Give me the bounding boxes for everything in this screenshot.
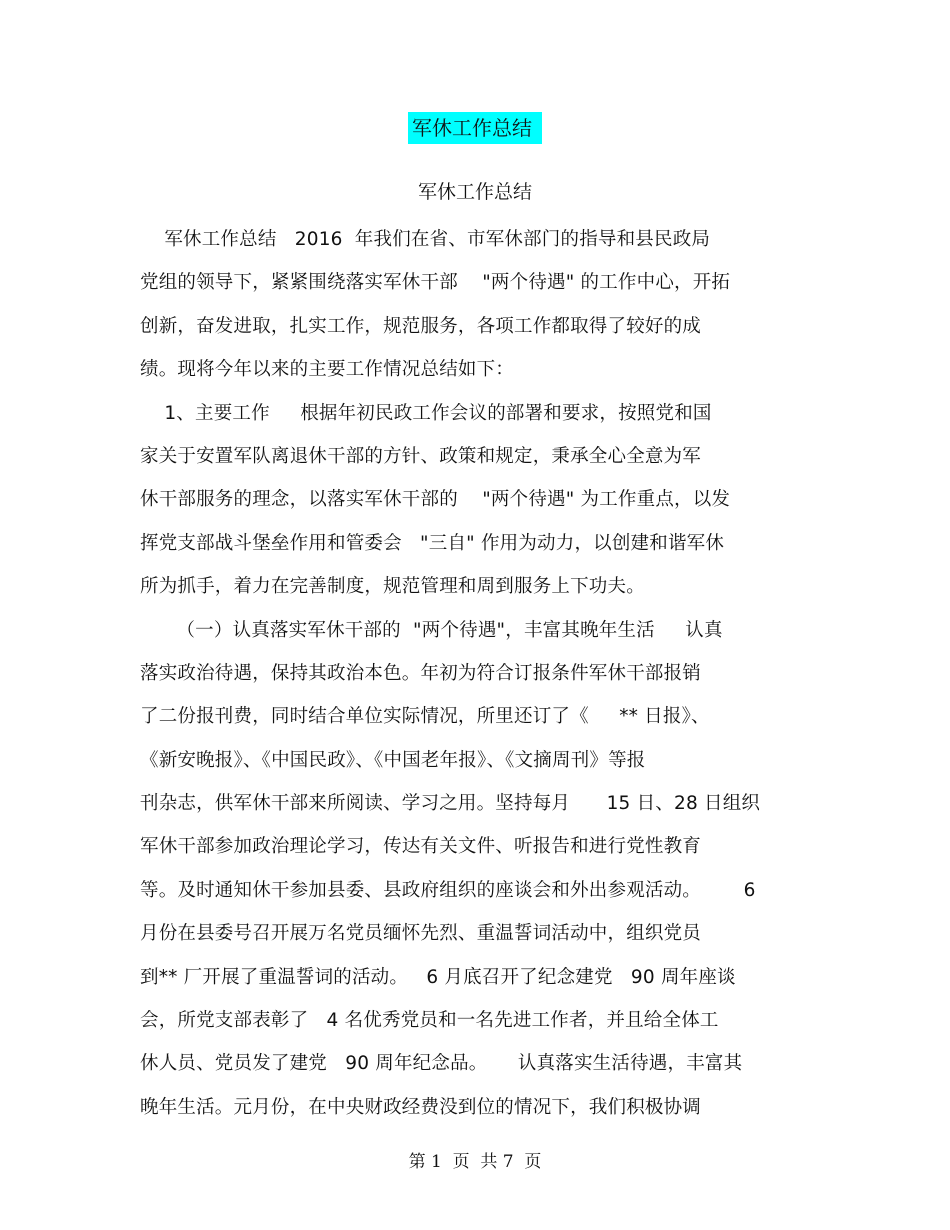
body-line: 家关于安置军队离退休干部的方针、政策和规定，秉承全心全意为军: [140, 445, 702, 467]
body-line: 挥党支部战斗堡垒作用和管委会 "三自" 作用为动力，以创建和谐军休: [140, 532, 725, 554]
body-line: 刊杂志，供军休干部来所阅读、学习之用。坚持每月 15 日、28 日组织: [140, 793, 761, 815]
body-line: 《新安晚报》、《中国民政》、《中国老年报》、《文摘周刊》等报: [140, 749, 646, 771]
body-line: 落实政治待遇，保持其政治本色。年初为符合订报条件军休干部报销: [140, 662, 702, 684]
body-line: 晚年生活。元月份，在中央财政经费没到位的情况下，我们积极协调: [140, 1096, 702, 1118]
document-subtitle: 军休工作总结: [417, 181, 532, 203]
page-number-footer: 第 1 页 共 7 页: [408, 1152, 542, 1172]
body-line: 休干部服务的理念，以落实军休干部的 "两个待遇" 为工作重点，以发: [140, 489, 731, 511]
body-line: 军休干部参加政治理论学习，传达有关文件、听报告和进行党性教育: [140, 836, 702, 858]
body-line: 1、主要工作 根据年初民政工作会议的部署和要求，按照党和国: [140, 402, 712, 424]
body-line: 月份在县委号召开展万名党员缅怀先烈、重温誓词活动中，组织党员: [140, 923, 702, 945]
document-title: 军休工作总结: [408, 112, 542, 144]
body-line: 绩。现将今年以来的主要工作情况总结如下：: [140, 359, 515, 381]
body-line: 会，所党支部表彰了 4 名优秀党员和一名先进工作者，并且给全体工: [140, 1010, 719, 1032]
body-line: 等。及时通知休干参加县委、县政府组织的座谈会和外出参观活动。 6: [140, 879, 756, 901]
document-body: [140, 218, 820, 1129]
body-line: 了二份报刊费，同时结合单位实际情况，所里还订了《 ** 日报》、: [140, 706, 710, 728]
body-line: 到** 厂开展了重温誓词的活动。 6 月底召开了纪念建党 90 周年座谈: [140, 966, 736, 988]
body-line: 所为抓手，着力在完善制度，规范管理和周到服务上下功夫。: [140, 576, 645, 598]
body-line: 党组的领导下，紧紧围绕落实军休干部 "两个待遇" 的工作中心，开拓: [140, 272, 731, 294]
title-wrapper: [0, 112, 950, 144]
body-line: 军休工作总结 2016 年我们在省、市军休部门的指导和县民政局: [140, 229, 711, 250]
body-line: （一）认真落实军休干部的 "两个待遇"，丰富其晚年生活 认真: [140, 619, 723, 641]
body-line: 休人员、党员发了建党 90 周年纪念品。 认真落实生活待遇，丰富其: [140, 1053, 743, 1075]
body-line: 创新，奋发进取，扎实工作，规范服务，各项工作都取得了较好的成: [140, 315, 702, 337]
